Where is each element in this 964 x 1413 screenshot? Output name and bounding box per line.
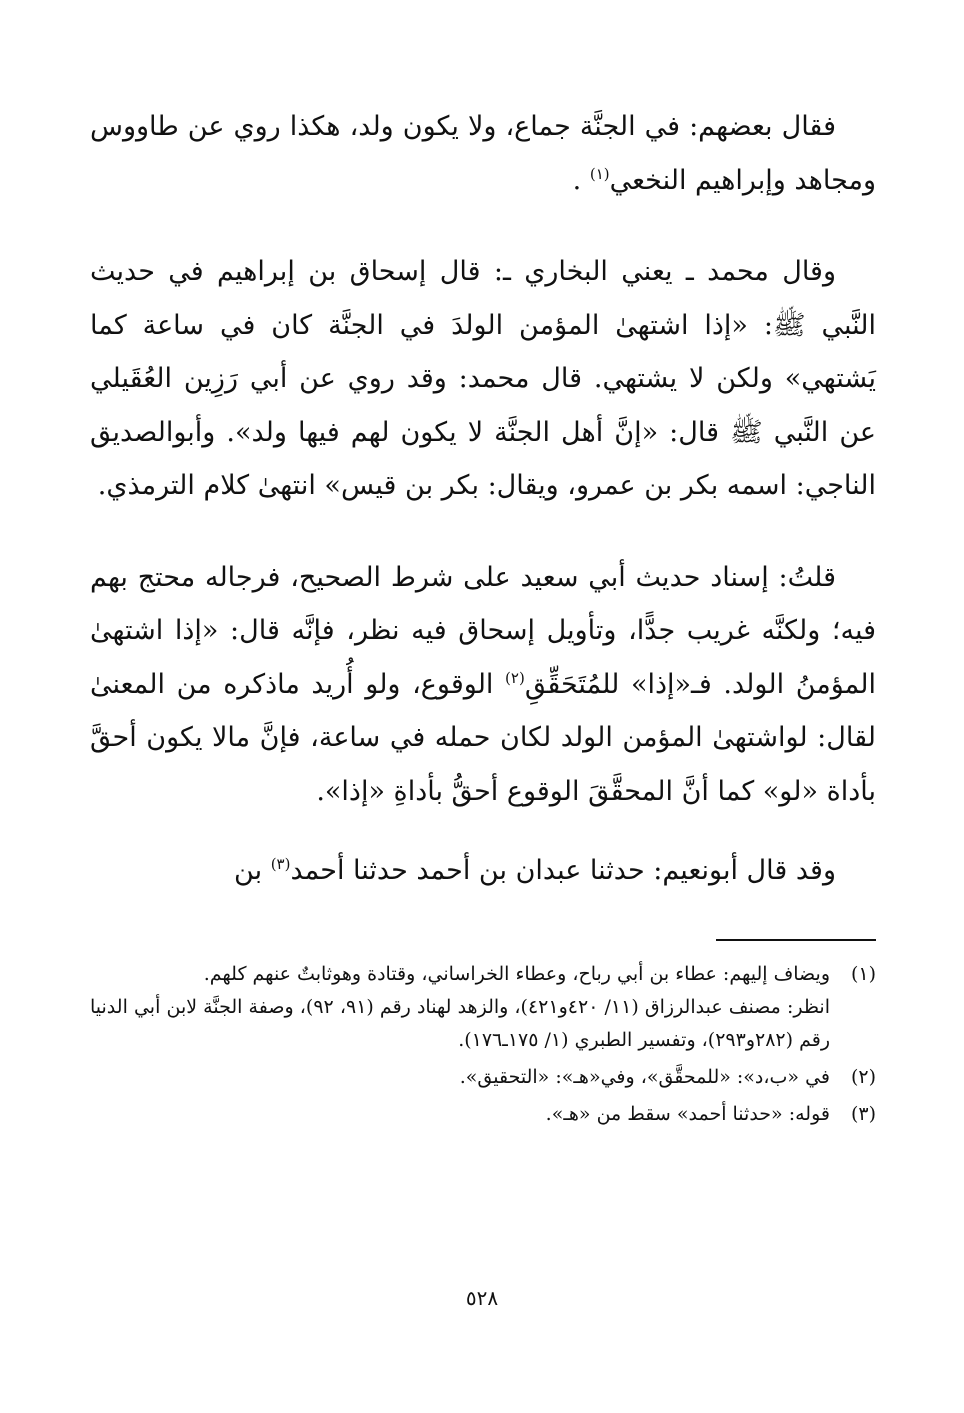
footnote-3	[90, 1098, 876, 1131]
page-number: ٥٢٨	[465, 1286, 499, 1310]
footnote-number: (١)	[850, 963, 876, 985]
paragraph-1	[90, 100, 876, 207]
footnote-2-line-1: في «ب،د»: «للمحقَّق»، وفي«هـ»: «التحقيق».	[459, 1066, 830, 1088]
paragraph-4-text-a: وقد قال أبونعيم: حدثنا عبدان بن أحمد حدثنا أحمد	[290, 855, 836, 886]
footnote-3-line-1: قوله: «حدثنا أحمد» سقط من «هـ».	[545, 1103, 830, 1125]
paragraph-4	[90, 844, 876, 898]
footnote-1	[90, 958, 876, 1057]
paragraph-2: وقال محمد ـ يعني البخاري ـ: قال إسحاق بن إبراهيم في حديث النَّبي ﷺ: «إذا اشتهىٰ المؤمن الولدَ في الجنَّة كان في ساعة كما يَشتهي» ولكن لا يشتهي. قال محمد: وقد روي عن أبي رَزِين العُقَيلي عن النَّبي ﷺ قال: «إنَّ أهل الجنَّة لا يكون لهم فيها ولد». وأبوالصديق الناجي: اسمه بكر بن عمرو، ويقال: بكر بن قيس» انتهىٰ كلام الترمذي.	[90, 256, 876, 501]
paragraph-4-text-b: بن	[234, 855, 263, 886]
main-text	[90, 100, 876, 898]
footnote-1-line-1: ويضاف إليهم: عطاء بن أبي رباح، وعطاء الخراساني، وقتادة وهوثابتٌ عنهم كلهم.	[203, 963, 830, 985]
paragraph-3	[90, 551, 876, 819]
paragraph-3-text-b: الوقوع، ولو أُريد ماذكره من المعنىٰ لقال: لواشتهىٰ المؤمن الولد لكان حمله في ساعة، فإنَّ مالا يكون أحقَّ بأداة «لو» كما أنَّ المحقَّقَ الوقوع أحقُّ بأداةِ «إذا».	[90, 668, 876, 807]
footnote-1-line-2: انظر: مصنف عبدالرزاق (١١/ ٤٢٠و٤٢١)، والزهد لهناد رقم (٩١، ٩٢)، وصفة الجنَّة لابن أبي الدنيا رقم (٢٨٢و٢٩٣)، وتفسير الطبري (١/ ١٧٥ـ١٧٦).	[90, 996, 830, 1051]
footnote-number: (٣)	[850, 1103, 876, 1125]
paragraph-3-text-a: قلتُ: إسناد حديث أبي سعيد على شرط الصحيح، فرجاله محتج بهم فيه؛ ولكنَّه غريب جدًّا، وتأويل إسحاق فيه نظر، فإنَّه قال: «إذا اشتهىٰ المؤمنُ الولد. فـ«إذا» للمُتَحَقِّقِ	[90, 561, 876, 700]
footnote-ref-1: (١)	[589, 164, 610, 183]
paragraph-1-text: فقال بعضهم: في الجنَّة جماع، ولا يكون ولد، هكذا روي عن طاووس ومجاهد وإبراهيم النخعي	[90, 111, 876, 196]
footnote-ref-2: (٢)	[505, 668, 525, 687]
footnote-number: (٢)	[850, 1066, 876, 1088]
paragraph-1-end: .	[572, 164, 582, 196]
footnote-ref-3: (٣)	[270, 855, 291, 873]
footnote-2	[90, 1061, 876, 1094]
footnotes	[90, 958, 876, 1135]
footnote-separator	[716, 939, 876, 941]
